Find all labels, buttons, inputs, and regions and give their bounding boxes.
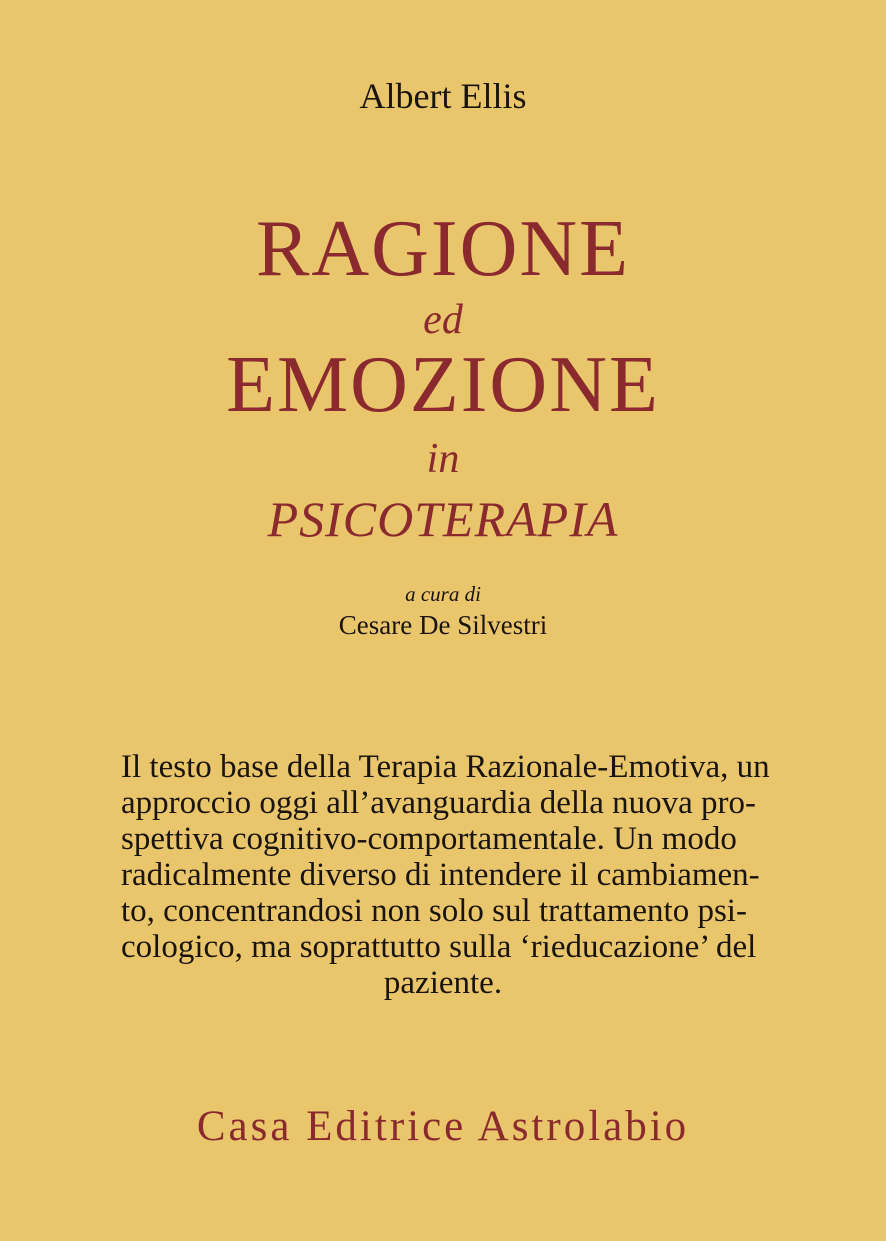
blurb-line: approccio oggi all’avanguardia della nuova pro- [121, 785, 756, 821]
author-name: Albert Ellis [359, 76, 527, 116]
editor-label: a cura di [405, 582, 481, 606]
title-connector-ed: ed [423, 297, 463, 343]
title-line-psicoterapia: PSICOTERAPIA [267, 491, 619, 547]
blurb-line: Il testo base della Terapia Razionale-Emotiva, un [121, 749, 770, 785]
title-line-ragione: RAGIONE [256, 205, 630, 293]
blurb-line: to, concentrandosi non solo sul trattamento psi- [121, 893, 747, 929]
cover-blurb [121, 749, 770, 1001]
blurb-line: cologico, ma soprattutto sulla ‘rieducazione’ del [121, 929, 757, 965]
title-connector-in: in [426, 436, 460, 482]
blurb-line: radicalmente diverso di intendere il cambiamen- [121, 857, 760, 893]
blurb-line: paziente. [383, 965, 503, 1001]
blurb-line: spettiva cognitivo-comportamentale. Un modo [121, 821, 737, 857]
title-line-emozione: EMOZIONE [226, 341, 660, 429]
editor-name: Cesare De Silvestri [338, 610, 548, 640]
publisher-name: Casa Editrice Astrolabio [196, 1103, 690, 1150]
